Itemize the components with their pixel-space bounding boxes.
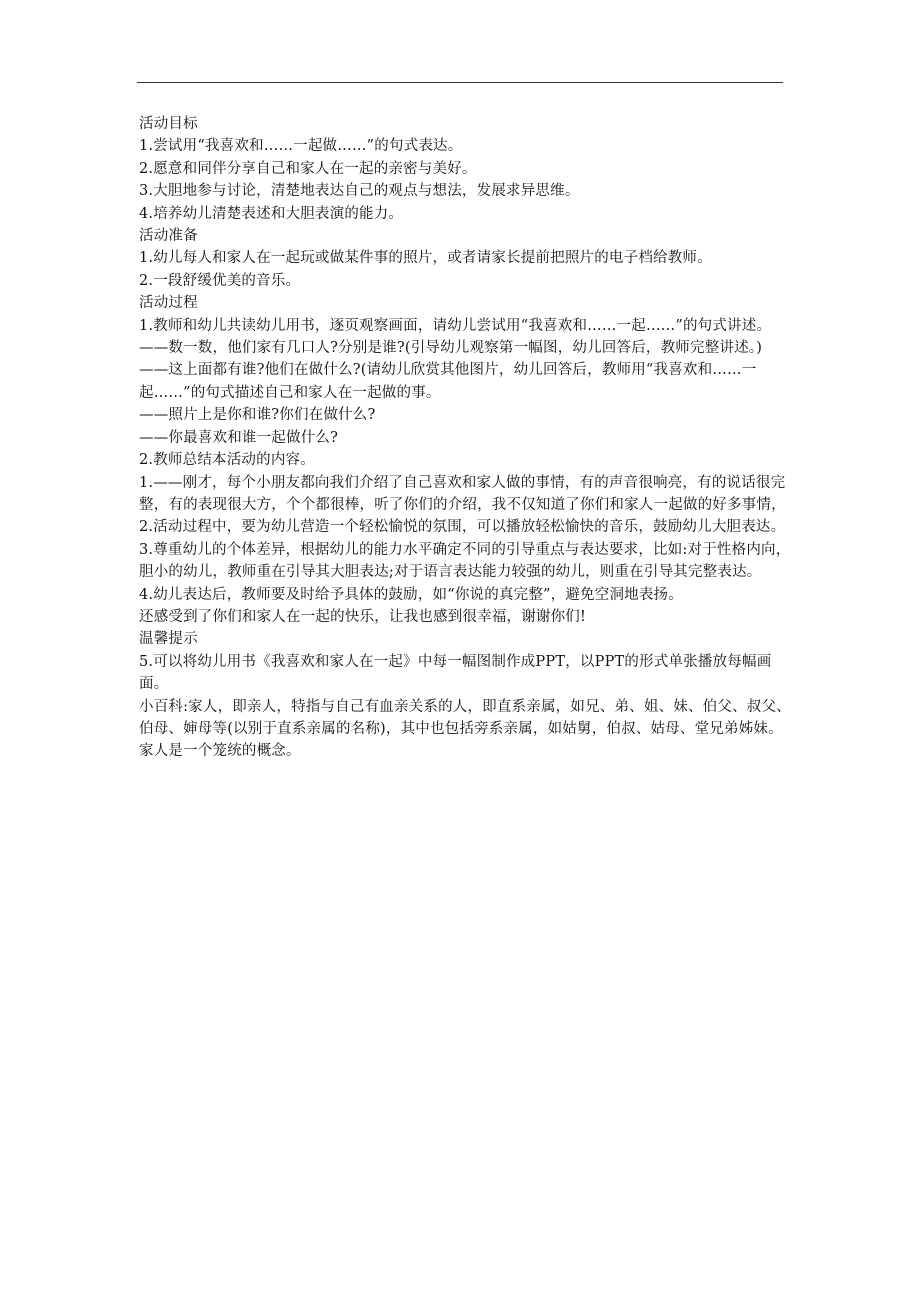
summary-item-2: 2.活动过程中，要为幼儿营造一个轻松愉悦的氛围，可以播放轻松愉快的音乐，鼓励幼儿大胆表达。: [139, 519, 786, 536]
process-step-2: 2.教师总结本活动的内容。: [139, 452, 315, 469]
process-step-1: 1.教师和幼儿共读幼儿用书，逐页观察画面，请幼儿尝试用“我喜欢和……一起……”的句式讲述。: [139, 317, 772, 334]
goal-item-3: 3.大胆地参与讨论，清楚地表达自己的观点与想法，发展求异思维。: [139, 183, 580, 200]
goal-item-1: 1.尝试用“我喜欢和……一起做……”的句式表达。: [139, 138, 463, 155]
section-heading-tips: 温馨提示: [139, 631, 198, 648]
summary-item-1: 1.——刚才，每个小朋友都向我们介绍了自己喜欢和家人做的事情，有的声音很响亮，有的说话很完整，有的表现很大方，个个都很棒，听了你们的介绍，我不仅知道了你们和家人一起做的好多事情，: [139, 474, 786, 513]
encyclopedia-note: 小百科:家人，即亲人，特指与自己有血亲关系的人，即直系亲属，如兄、弟、姐、妹、伯父、叔父、伯母、婶母等(以别于直系亲属的名称)，其中也包括旁系亲属，如姑舅，伯叔、姑母、堂兄弟姊妹。家人是一个笼统的概念。: [139, 698, 791, 760]
goal-item-4: 4.培养幼儿清楚表述和大胆表演的能力。: [139, 205, 404, 222]
preparation-item-1: 1.幼儿每人和家人在一起玩或做某件事的照片，或者请家长提前把照片的电子档给教师。: [139, 250, 712, 267]
summary-item-3: 3.尊重幼儿的个体差异，根据幼儿的能力水平确定不同的引导重点与表达要求，比如:对于性格内向，胆小的幼儿，教师重在引导其大胆表达;对于语言表达能力较强的幼儿，则重在引导其完整表达。: [139, 541, 791, 581]
summary-closing: 还感受到了你们和家人在一起的快乐，让我也感到很幸福，谢谢你们!: [139, 608, 587, 625]
section-heading-preparation: 活动准备: [139, 228, 198, 245]
process-question-2: ——这上面都有谁?他们在做什么?(请幼儿欣赏其他图片，幼儿回答后，教师用“我喜欢和……一起……”的句式描述自己和家人在一起做的事。: [139, 362, 757, 401]
header-rule: [137, 82, 783, 83]
process-question-3: ——照片上是你和谁?你们在做什么?: [139, 407, 376, 424]
goal-item-2: 2.愿意和同伴分享自己和家人在一起的亲密与美好。: [139, 160, 477, 177]
preparation-item-2: 2.一段舒缓优美的音乐。: [139, 272, 301, 289]
document-body: [139, 113, 791, 763]
section-heading-goals: 活动目标: [139, 116, 198, 132]
process-question-1: ——数一数，他们家有几口人?分别是谁?(引导幼儿观察第一幅图，幼儿回答后，教师完整讲述。): [139, 340, 763, 357]
tip-item-5: 5.可以将幼儿用书《我喜欢和家人在一起》中每一幅图制作成PPT，以PPT的形式单张播放每幅画面。: [139, 653, 772, 693]
process-question-4: ——你最喜欢和谁一起做什么?: [139, 429, 339, 446]
summary-item-4: 4.幼儿表达后，教师要及时给予具体的鼓励，如“你说的真完整”，避免空洞地表扬。: [139, 586, 683, 603]
section-heading-process: 活动过程: [139, 295, 198, 312]
